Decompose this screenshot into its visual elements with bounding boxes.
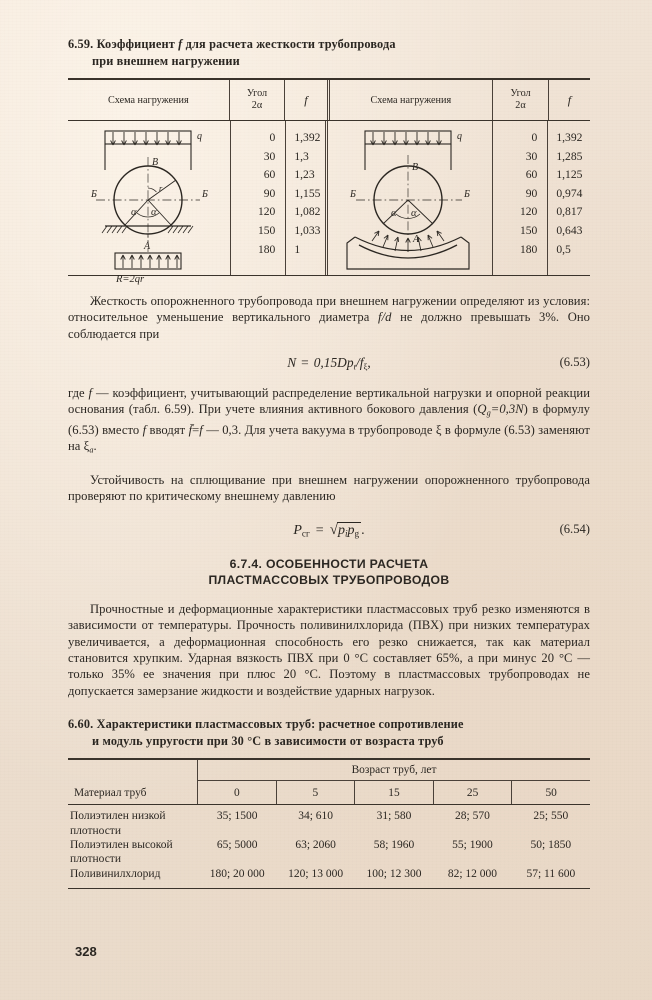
page-content bbox=[68, 36, 590, 889]
angle-left-1: 30 bbox=[263, 149, 276, 163]
formula-653-rhs-sub2: ξ bbox=[363, 361, 368, 372]
f-right-5: 0,643 bbox=[556, 223, 583, 237]
table-660-body bbox=[68, 805, 590, 888]
paragraph-stability: Устойчивость на сплющивание при внешнем нагружении опорожненного трубопровода проверяют по критическому внешнему давлению bbox=[68, 472, 590, 504]
formula-654-radical-sign: √ bbox=[329, 521, 338, 538]
column-angle-left bbox=[231, 121, 287, 275]
paragraph-stiffness-a: Жесткость опорожненного трубопровода при внешнем нагружении определяют из условия: относительное уменьшение вертикального диаметра bbox=[68, 294, 590, 325]
label-r-left: r bbox=[158, 183, 163, 193]
f-right-3: 0,974 bbox=[556, 186, 583, 200]
para-where-qsub: g bbox=[486, 408, 491, 418]
table-660-material-header: Материал труб bbox=[68, 781, 198, 804]
table-660-row0-v2: 31; 580 bbox=[376, 810, 412, 823]
table-660-year-2: 15 bbox=[355, 781, 434, 804]
f-right-4: 0,817 bbox=[556, 205, 583, 219]
f-right-1: 1,285 bbox=[556, 149, 583, 163]
formula-653-rhs bbox=[314, 355, 371, 371]
table-660-year-4: 50 bbox=[545, 786, 557, 799]
angle-right-1: 30 bbox=[525, 149, 538, 163]
para-where-seg3: ) в формулу (6.53) вместо bbox=[68, 402, 590, 437]
label-alpha-right-left: α bbox=[150, 207, 157, 218]
table-660-row0-values bbox=[198, 809, 590, 823]
diagram-flat-support-svg bbox=[69, 125, 229, 285]
angle-left-6: 180 bbox=[257, 242, 276, 256]
header-scheme-left: Схема нагружения bbox=[68, 80, 230, 120]
table-659-caption-symbol: f bbox=[178, 37, 183, 51]
header-angle-left bbox=[230, 80, 286, 120]
diagram-curved-support-svg bbox=[329, 125, 491, 275]
table-660-row2-values bbox=[198, 867, 590, 881]
header-angle-right-l1: Угол bbox=[510, 87, 531, 99]
table-row bbox=[68, 838, 590, 867]
label-b-right-right: Б bbox=[463, 189, 470, 200]
f-left-1: 1,3 bbox=[294, 149, 309, 163]
label-q-left: q bbox=[196, 131, 202, 142]
para-where-seg6: — 0,3. Для учета вакуума в трубопроводе bbox=[202, 422, 436, 437]
angle-right-4: 120 bbox=[519, 205, 538, 219]
angle-right-3: 90 bbox=[525, 186, 538, 200]
formula-654-rad-b-sub: g bbox=[354, 528, 360, 539]
label-reaction-left: R=2qr bbox=[115, 274, 144, 285]
formula-653-rhs-a: 0,15Dp bbox=[313, 355, 354, 371]
table-660-year-3: 25 bbox=[434, 781, 513, 804]
para-where-seg1: где bbox=[68, 385, 89, 400]
column-angle-right bbox=[493, 121, 549, 275]
table-659-caption-post: для расчета жесткости трубопровода bbox=[182, 37, 396, 51]
table-660-row2-material: Поливинилхлорид bbox=[70, 867, 161, 880]
label-b-top-right: В bbox=[411, 162, 418, 173]
table-660-row0-v4: 25; 550 bbox=[533, 810, 569, 823]
label-b-top-left: В bbox=[151, 157, 158, 168]
para-where-seg2: — коэффициент, учитывающий распределение вертикальной нагрузки и опорной реакции основания (табл. 6.59). При учете влияния активного бокового давления ( bbox=[68, 385, 591, 417]
formula-654-radicand bbox=[337, 522, 361, 539]
angle-right-5: 150 bbox=[519, 223, 538, 237]
header-angle-left-l1: Угол bbox=[246, 87, 268, 99]
angle-left-2: 60 bbox=[263, 168, 276, 182]
section-674-line1: 6.7.4. ОСОБЕННОСТИ РАСЧЕТА bbox=[229, 556, 429, 571]
para-where-seg5: = bbox=[192, 422, 200, 437]
f-right-2: 1,125 bbox=[556, 168, 583, 182]
formula-654-eq: = bbox=[315, 522, 324, 538]
header-angle-right bbox=[493, 80, 549, 120]
table-659-caption-line2: при внешнем нагружении bbox=[92, 53, 240, 68]
paragraph-stiffness-symbol: f/d bbox=[378, 310, 392, 325]
formula-653-lhs: N bbox=[287, 355, 297, 371]
para-where-seg7: в формуле (6.53) заменяют на bbox=[68, 422, 590, 454]
table-660-age-group-header: Возраст труб, лет bbox=[198, 760, 590, 781]
table-660-row1-v3: 55; 1900 bbox=[452, 839, 493, 852]
para-where-f1: f bbox=[88, 385, 93, 400]
header-f-right: f bbox=[567, 92, 572, 107]
para-where-f2: f bbox=[142, 422, 147, 437]
column-f-left bbox=[286, 121, 328, 275]
table-660-row1-v2: 58; 1960 bbox=[373, 839, 415, 852]
formula-654-rad-a-sub: i bbox=[344, 528, 348, 539]
table-659-caption bbox=[68, 36, 590, 69]
table-660-row2-v3: 82; 12 000 bbox=[447, 867, 498, 880]
label-b-left-left: Б bbox=[90, 189, 97, 200]
header-angle-right-l2: 2α bbox=[515, 100, 526, 111]
table-660-row1-values bbox=[198, 838, 590, 852]
table-659-caption-pre: 6.59. Коэффициент bbox=[68, 37, 179, 51]
table-660-caption bbox=[68, 716, 590, 749]
angle-left-5: 150 bbox=[257, 223, 276, 237]
formula-653-rhs-b: /f bbox=[356, 355, 364, 371]
label-a-bottom-right: А bbox=[412, 234, 419, 245]
table-row bbox=[68, 809, 590, 838]
para-where-xi1: ξ bbox=[435, 422, 442, 437]
table-660-caption-line2: и модуль упругости при 30 °C в зависимости от возраста труб bbox=[92, 733, 444, 748]
formula-653 bbox=[68, 355, 590, 371]
f-right-6: 0,5 bbox=[556, 242, 571, 256]
para-where-q2: =0,3N bbox=[490, 402, 524, 417]
paragraph-stiffness bbox=[68, 293, 590, 342]
angle-right-2: 60 bbox=[525, 168, 538, 182]
para-where-q1: Q bbox=[477, 402, 487, 417]
header-scheme-right: Схема нагружения bbox=[330, 80, 494, 120]
para-where-seg8: . bbox=[93, 439, 97, 454]
column-f-right bbox=[548, 121, 590, 275]
formula-653-number: (6.53) bbox=[559, 355, 590, 370]
paragraph-plastics: Прочностные и деформационные характеристики пластмассовых труб резко изменяются в зависимости от температуры. Прочность поливинилхлорида (ПВХ) при низких температурах увеличивается, а деформационная способность его резко снижается, так как материал становится хрупким. Ударная вязкость ПВХ при 0 °C составляет 65%, а при минус 20 °C — только 35% ее значения при плюс 20 °C. Поэтому в пластмассовых трубопроводах не допускается замерзание жидкости и воздействие ударных нагрузок. bbox=[68, 601, 590, 698]
f-left-3: 1,155 bbox=[294, 186, 321, 200]
table-660-row1-v0: 65; 5000 bbox=[216, 839, 258, 852]
table-660-year-0: 0 bbox=[198, 781, 277, 804]
formula-653-eq: = bbox=[301, 355, 309, 371]
section-674-heading bbox=[68, 556, 590, 588]
header-f-left: f bbox=[285, 80, 329, 120]
formula-654-rad-a: p bbox=[337, 522, 345, 538]
table-660-row1-v1: 63; 2060 bbox=[295, 839, 336, 852]
label-b-left-right: Б bbox=[349, 189, 356, 200]
f-left-6: 1 bbox=[294, 242, 301, 256]
angle-left-3: 90 bbox=[263, 186, 276, 200]
table-660-row1-v4: 50; 1850 bbox=[530, 839, 572, 852]
formula-653-rhs-c: , bbox=[367, 355, 371, 371]
section-674-line2: ПЛАСТМАССОВЫХ ТРУБОПРОВОДОВ bbox=[208, 572, 450, 587]
table-660-year-1: 5 bbox=[277, 781, 356, 804]
formula-654-lhs: P bbox=[293, 522, 302, 538]
table-660-caption-line1: 6.60. Характеристики пластмассовых труб: расчетное сопротивление bbox=[68, 717, 464, 732]
table-660-header-years-row bbox=[68, 781, 590, 805]
table-659-header-row bbox=[68, 80, 590, 121]
para-where-fbar: f̄ bbox=[188, 422, 193, 437]
formula-654 bbox=[68, 522, 590, 539]
angle-left-0: 0 bbox=[269, 131, 276, 144]
f-left-2: 1,23 bbox=[294, 168, 315, 182]
table-660-header-group-row bbox=[68, 760, 590, 781]
label-q-right: q bbox=[456, 131, 462, 142]
table-row bbox=[68, 867, 590, 881]
label-a-bottom-left: А bbox=[143, 241, 150, 252]
paragraph-stiffness-c: не должно превышать 3%. Оно соблюдается при bbox=[68, 310, 590, 341]
f-left-0: 1,392 bbox=[294, 131, 321, 144]
para-where-xi2sub: a bbox=[89, 445, 94, 455]
f-left-4: 1,082 bbox=[294, 205, 321, 219]
label-alpha-left-left: α bbox=[130, 207, 137, 218]
label-b-right-left: Б bbox=[201, 189, 208, 200]
formula-654-lhs-sub: сг bbox=[301, 528, 310, 539]
f-right-0: 1,392 bbox=[556, 131, 583, 144]
label-alpha-left-right: α bbox=[390, 208, 397, 219]
loading-scheme-flat-support bbox=[68, 121, 231, 285]
page-number: 328 bbox=[75, 944, 97, 959]
table-660-row2-v2: 100; 12 300 bbox=[366, 867, 422, 880]
header-angle-left-l2: 2α bbox=[251, 100, 263, 111]
table-660-row0-v3: 28; 570 bbox=[455, 810, 490, 823]
angle-right-6: 180 bbox=[519, 242, 538, 256]
para-where-seg4: вводят bbox=[146, 422, 189, 437]
formula-654-rad-b: p bbox=[347, 522, 355, 538]
table-660-material-header-spacer bbox=[68, 760, 198, 781]
table-660-row2-v0: 180; 20 000 bbox=[209, 867, 265, 880]
table-660-row1-material: Полиэтилен высокой плотности bbox=[70, 839, 173, 866]
table-660-row0-v1: 34; 610 bbox=[298, 810, 334, 823]
label-alpha-right-right: α bbox=[410, 208, 417, 219]
table-659 bbox=[68, 78, 590, 285]
loading-scheme-curved-support bbox=[328, 121, 493, 275]
formula-654-tail: . bbox=[361, 522, 365, 538]
para-where-xi2: ξ bbox=[83, 439, 90, 454]
table-660-row2-v4: 57; 11 600 bbox=[526, 867, 576, 880]
formula-654-lhs-group bbox=[293, 523, 309, 539]
table-659-body bbox=[68, 121, 590, 285]
table-660-row0-material: Полиэтилен низкой плотности bbox=[70, 810, 166, 837]
angle-left-4: 120 bbox=[257, 205, 276, 219]
paragraph-where bbox=[68, 385, 590, 459]
formula-653-rhs-sub: t bbox=[353, 361, 356, 372]
formula-654-number: (6.54) bbox=[559, 521, 590, 536]
f-left-5: 1,033 bbox=[294, 223, 321, 237]
table-660-row0-v0: 35; 1500 bbox=[216, 810, 258, 823]
para-where-f3: f bbox=[199, 422, 203, 437]
table-660-row2-v1: 120; 13 000 bbox=[288, 867, 344, 880]
angle-right-0: 0 bbox=[531, 131, 538, 144]
table-660 bbox=[68, 758, 590, 889]
